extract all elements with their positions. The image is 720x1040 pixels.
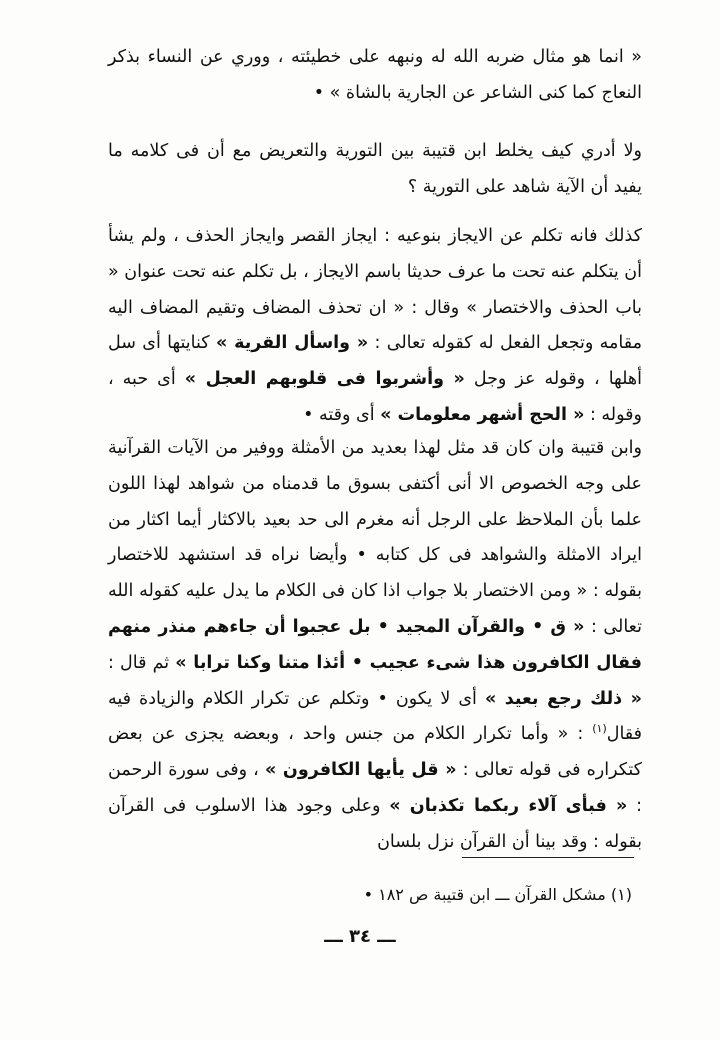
text-run: « انما هو مثال ضربه الله له ونبهه على خطيئته ، ووري عن النساء بذكر النعاج كما كنى الشاعر عن الجارية بالشاة » •: [108, 47, 642, 103]
page-number: ـــ ٣٤ ـــ: [324, 926, 396, 947]
quran-quote: « فبأى آلاء ربكما تكذبان »: [389, 795, 628, 816]
paragraph-1: [108, 40, 642, 112]
footnote-reference: (١): [592, 722, 607, 736]
quran-quote: « وأشربوا فى قلوبهم العجل »: [184, 369, 465, 390]
text-run: أى وقته •: [303, 404, 381, 425]
paragraph-3: [108, 219, 642, 434]
text-run: أى حبه ، وقوله :: [108, 369, 642, 425]
text-run: ثم قال :: [108, 652, 176, 673]
footnote: (١) مشكل القرآن ـــ ابن قتيبة ص ١٨٢ •: [363, 885, 632, 904]
quran-quote: « واسأل القرية »: [215, 333, 369, 354]
text-run: ، وفى سورة الرحمن :: [108, 760, 642, 816]
text-run: ولا أدري كيف يخلط ابن قتيبة بين التورية والتعريض مع أن فى كلامه ما يفيد أن الآية شاهد على التورية ؟: [108, 141, 642, 197]
text-run: : « وأما تكرار الكلام من جنس واحد ، وبعضه يجزى عن بعض كتكراره فى قوله تعالى :: [108, 724, 643, 781]
text-run: كذلك فانه تكلم عن الايجاز بنوعيه : ايجاز القصر وايجاز الحذف ، ولم يشأ أن يتكلم عنه تحت ما عرف حديثا باسم الايجاز ، بل تكلم عنه تحت عنوان « باب الحذف والاختصار » وقال : « ان تحذف المضاف وتقيم المضاف اليه مقامه وتجعل الفعل له كقوله تعالى :: [108, 226, 642, 354]
text-run: وعلى وجود هذا الاسلوب فى القرآن بقوله : وقد بينا أن القرآن نزل بلسان: [108, 795, 642, 852]
quran-quote: « قل يأيها الكافرون »: [264, 760, 457, 781]
footnote-separator: [462, 857, 634, 858]
paragraph-4: [108, 431, 642, 861]
text-run: أى لا يكون • وتكلم عن تكرار الكلام والزيادة فيه فقال: [108, 688, 642, 745]
paragraph-2: [108, 134, 642, 206]
quran-quote: « الحج أشهر معلومات »: [380, 404, 585, 425]
text-run: كنايتها أى سل أهلها ، وقوله عز وجل: [108, 333, 642, 390]
quran-quote: « ق • والقرآن المجيد • بل عجبوا أن جاءهم منذر منهم فقال الكافرون هذا شىء عجيب • أئذا متنا وكنا ترابا »: [108, 616, 642, 673]
text-run: وابن قتيبة وان كان قد مثل لهذا بعديد من الأمثلة ووفير من الآيات القرآنية على وجه الخصوص الا أنى أكتفى بسوق ما قدمناه من شواهد لهذا اللون علما بأن الملاحظ على الرجل أنه مغرم الى حد بعيد بالاكثار أيما اكثار من ايراد الامثلة والشواهد فى كل كتابه • وأيضا نراه قد استشهد للاختصار بقوله : « ومن الاختصار بلا جواب اذا كان فى الكلام ما يدل عليه كقوله الله تعالى :: [108, 438, 642, 637]
quran-quote: « ذلك رجع بعيد »: [484, 688, 642, 709]
